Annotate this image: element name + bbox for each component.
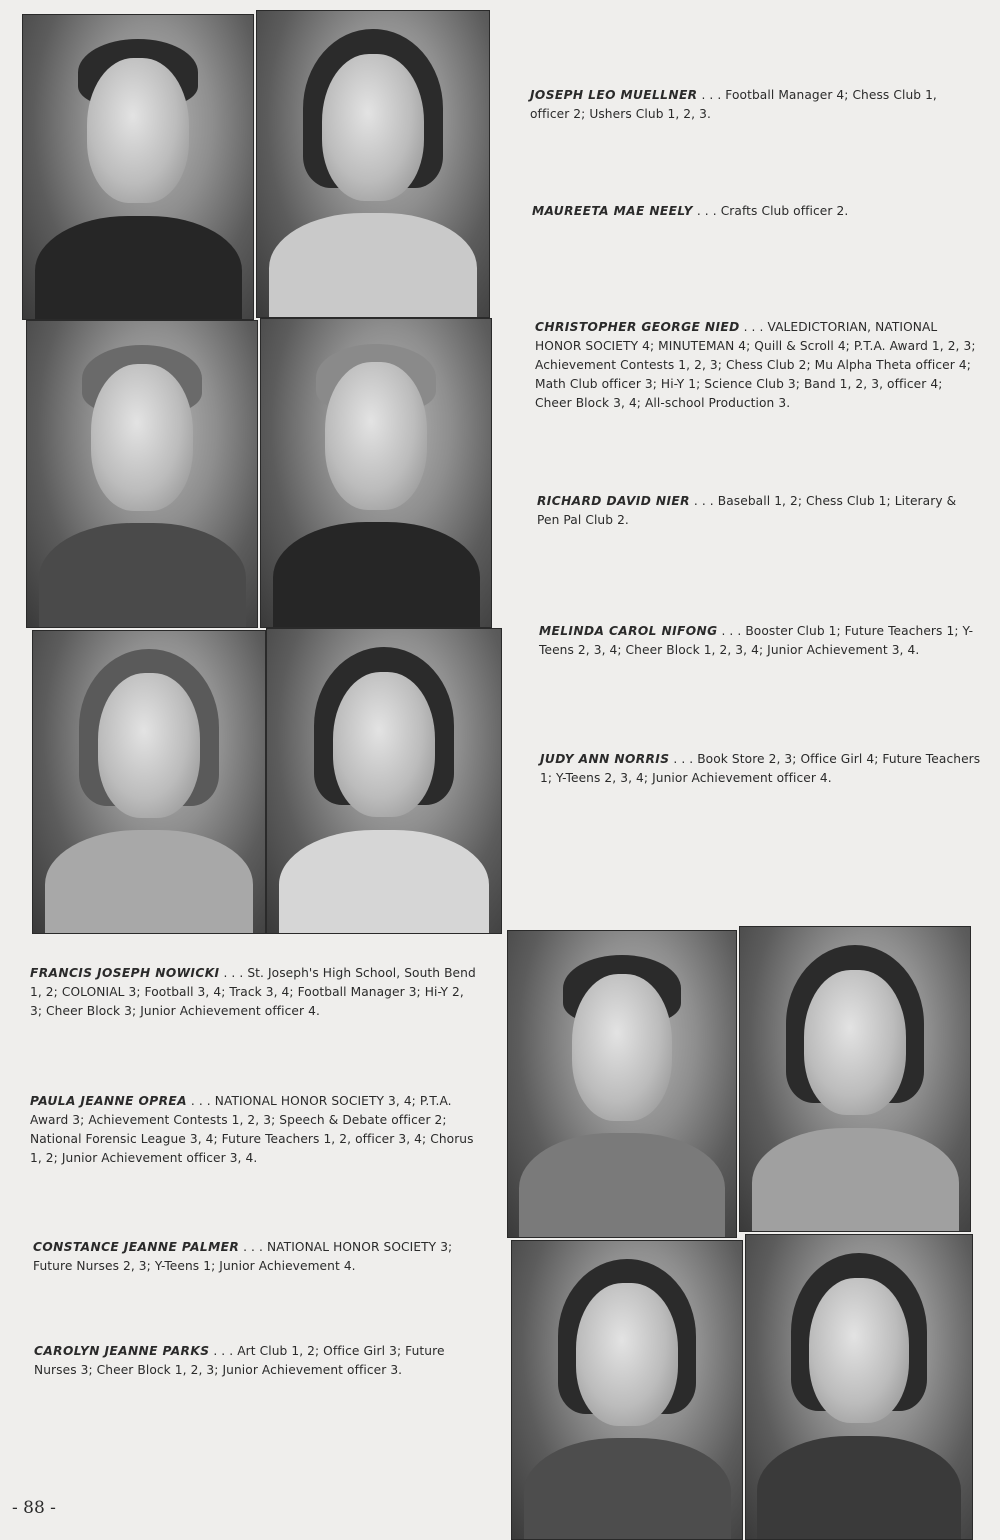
page-number: - 88 - xyxy=(12,1498,56,1518)
student-name: PAULA JEANNE OPREA xyxy=(30,1094,187,1108)
student-name: CONSTANCE JEANNE PALMER xyxy=(33,1240,240,1254)
activities: Booster Club 1; Future Teachers 1; Y-Teens 2, 3, 4; Cheer Block 1, 2, 3, 4; Junior Achievement 3, 4. xyxy=(539,624,974,657)
bio-oprea xyxy=(30,1092,478,1168)
activities: St. Joseph's High School, South Bend 1, 2; COLONIAL 3; Football 3, 4; Track 3, 4; Football Manager 3; Hi-Y 2, 3; Cheer Block 3; Junior Achievement officer 4. xyxy=(30,966,476,1018)
bio-muellner xyxy=(530,86,978,124)
separator: . . . xyxy=(697,88,726,102)
bio-nifong xyxy=(539,622,985,660)
activities: NATIONAL HONOR SOCIETY 3, 4; P.T.A. Award 3; Achievement Contests 1, 2, 3; Speech & Debate officer 2; National Forensic League 3, 4; Future Teachers 1, 2, officer 3, 4; Chorus 1, 2; Junior Achievement officer 3, 4. xyxy=(30,1094,474,1165)
portrait-nier xyxy=(260,318,492,628)
activities: Crafts Club officer 2. xyxy=(720,204,849,218)
portrait-neely xyxy=(256,10,490,318)
student-name: MELINDA CAROL NIFONG xyxy=(539,624,718,638)
separator: . . . xyxy=(689,494,718,508)
activities: Baseball 1, 2; Chess Club 1; Literary & Pen Pal Club 2. xyxy=(537,494,957,527)
activities: Football Manager 4; Chess Club 1, officer 2; Ushers Club 1, 2, 3. xyxy=(530,88,937,121)
activities: Art Club 1, 2; Office Girl 3; Future Nurses 3; Cheer Block 1, 2, 3; Junior Achievement officer 3. xyxy=(34,1344,445,1377)
bio-palmer xyxy=(33,1238,478,1276)
activities: VALEDICTORIAN, NATIONAL HONOR SOCIETY 4; MINUTEMAN 4; Quill & Scroll 4; P.T.A. Award 1, 2, 3; Achievement Contests 1, 2, 3; Chess Club 2; Mu Alpha Theta officer 4; Math Club officer 3; Hi-Y 1; Science Club 3; Band 1, 2, 3, officer 4; Cheer Block 3, 4; All-school Production 3. xyxy=(535,320,976,410)
student-name: JOSEPH LEO MUELLNER xyxy=(530,88,698,102)
separator: . . . xyxy=(239,1240,267,1254)
student-name: CHRISTOPHER GEORGE NIED xyxy=(535,320,740,334)
student-name: JUDY ANN NORRIS xyxy=(540,752,670,766)
separator: . . . xyxy=(669,752,698,766)
activities: NATIONAL HONOR SOCIETY 3; Future Nurses 2, 3; Y-Teens 1; Junior Achievement 4. xyxy=(33,1240,453,1273)
separator: . . . xyxy=(717,624,746,638)
student-name: MAUREETA MAE NEELY xyxy=(532,204,693,218)
student-name: RICHARD DAVID NIER xyxy=(537,494,690,508)
activities: Book Store 2, 3; Office Girl 4; Future Teachers 1; Y-Teens 2, 3, 4; Junior Achievement officer 4. xyxy=(540,752,981,785)
portrait-oprea xyxy=(739,926,971,1232)
student-name: FRANCIS JOSEPH NOWICKI xyxy=(30,966,220,980)
portrait-palmer xyxy=(511,1240,743,1540)
portrait-nied xyxy=(26,320,258,628)
portrait-nowicki xyxy=(507,930,737,1238)
separator: . . . xyxy=(692,204,721,218)
bio-parks xyxy=(34,1342,478,1380)
separator: . . . xyxy=(219,966,248,980)
separator: . . . xyxy=(209,1344,238,1358)
portrait-nifong xyxy=(32,630,266,934)
portrait-norris xyxy=(266,628,502,934)
bio-nowicki xyxy=(30,964,476,1021)
bio-nier xyxy=(537,492,982,530)
separator: . . . xyxy=(186,1094,215,1108)
bio-nied xyxy=(535,318,980,413)
portrait-parks xyxy=(745,1234,973,1540)
student-name: CAROLYN JEANNE PARKS xyxy=(34,1344,210,1358)
portrait-muellner xyxy=(22,14,254,320)
bio-neely xyxy=(532,202,978,221)
separator: . . . xyxy=(739,320,768,334)
bio-norris xyxy=(540,750,985,788)
